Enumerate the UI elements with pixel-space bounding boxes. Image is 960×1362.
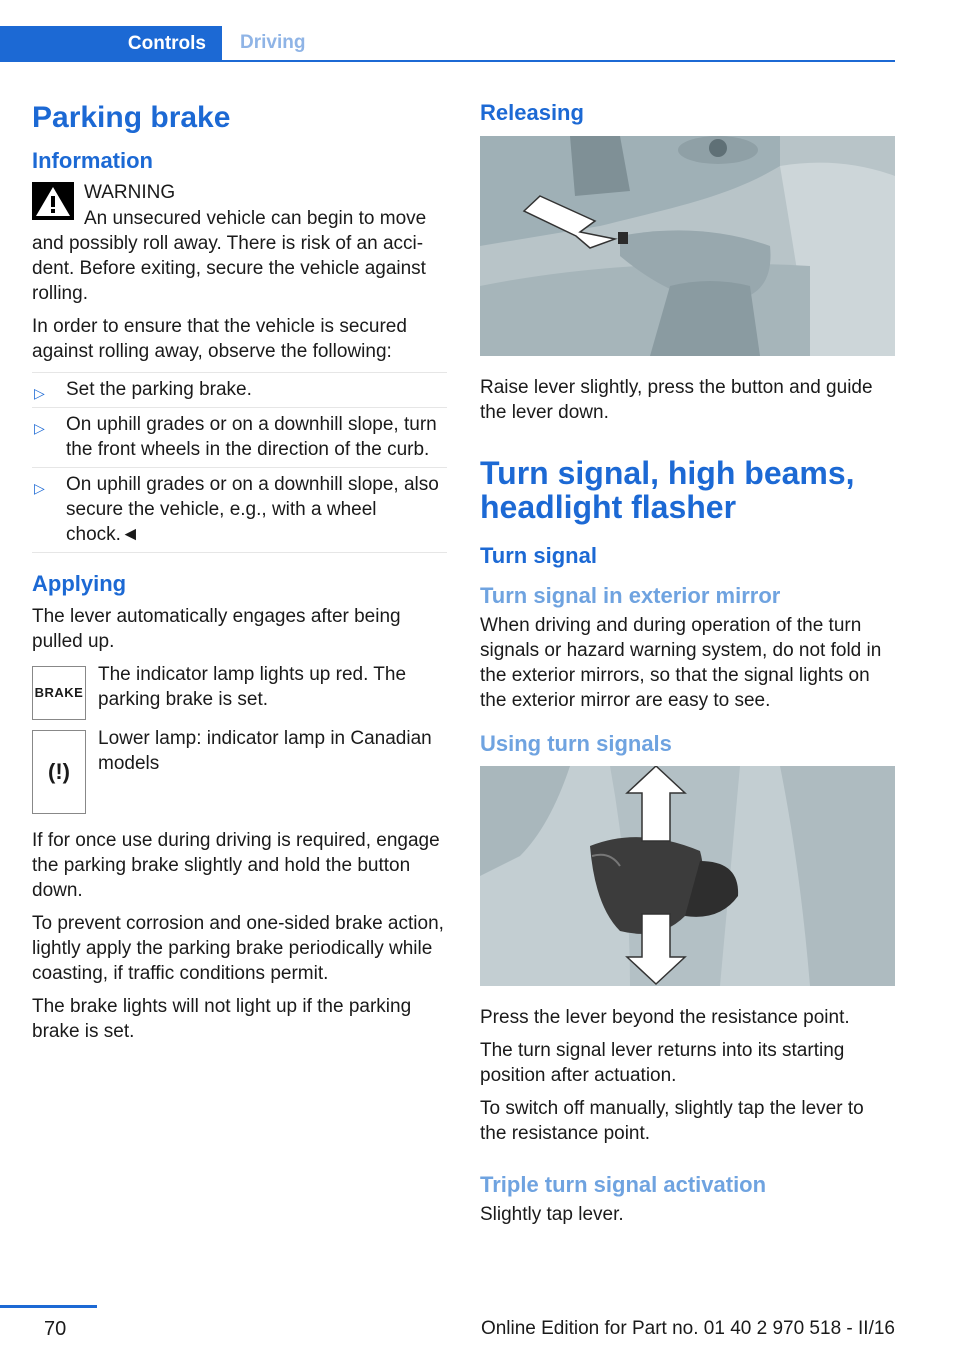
turn-signal-lever-illustration	[480, 766, 895, 986]
list-item: ▷ On uphill grades or on a downhill slope, turn the front wheels in the direction of the curb.	[32, 408, 447, 468]
right-column	[480, 100, 895, 1235]
tab-controls[interactable]: Controls	[0, 26, 222, 62]
triangle-bullet-icon: ▷	[34, 420, 45, 437]
releasing-heading: Releasing	[480, 100, 584, 125]
warning-block	[32, 180, 447, 306]
section-title: Turn signal, high beams, headlight flasher	[480, 455, 855, 525]
using-heading: Using turn signals	[480, 731, 672, 757]
information-heading: Information	[32, 148, 153, 173]
applying-heading: Applying	[32, 571, 127, 597]
triple-heading: Triple turn signal activation	[480, 1171, 767, 1197]
using-text-2: The turn signal lever returns into its starting position after actuation.	[480, 1039, 845, 1086]
parking-brake-lever-illustration	[480, 136, 895, 356]
brake-lamp-text: The indicator lamp lights up red. The parking brake is set.	[98, 663, 407, 710]
warning-text: An unsecured vehicle can begin to move and possibly roll away. There is risk of an accident. Before exiting, secure the vehicle against rolling.	[32, 208, 427, 305]
turn-signal-heading: Turn signal	[480, 542, 597, 568]
using-text-3: To switch off manually, slightly tap the lever to the resistance point.	[480, 1097, 864, 1144]
mirror-heading: Turn signal in exterior mirror	[480, 582, 781, 608]
paragraph: If for once use during driving is required, engage the parking brake slightly and hold the button down.	[32, 829, 440, 901]
edition-note: Online Edition for Part no. 01 40 2 970 518 - II/16	[480, 1318, 895, 1339]
brake-indicator-icon: BRAKE	[32, 666, 86, 720]
tab-bar-rule	[0, 60, 895, 62]
list-item: ▷ On uphill grades or on a downhill slope, also secure the vehicle, e.g., with a wheel chock.◄	[32, 468, 447, 553]
page-title: Parking brake	[32, 101, 231, 134]
page-number: 70	[44, 1318, 67, 1340]
mirror-text: When driving and during operation of the turn signals or hazard warning system, do not fold in the exterior mirrors, so that the signal lights on the exterior mirror are easy to see.	[480, 615, 882, 712]
intro-text: In order to ensure that the vehicle is secured against rolling away, observe the following:	[32, 316, 407, 363]
warning-triangle-icon	[32, 182, 74, 220]
using-text-1: Press the lever beyond the resistance point.	[480, 1006, 850, 1028]
brake-warning-circle-icon: (!)	[32, 730, 86, 814]
chapter-tab-bar	[0, 26, 895, 62]
warning-label: WARNING	[84, 182, 176, 204]
canadian-lamp-row	[32, 726, 447, 814]
triple-text: Slightly tap lever.	[480, 1204, 624, 1226]
tab-driving[interactable]: Driving	[240, 32, 306, 53]
left-column	[32, 100, 447, 1052]
releasing-text: Raise lever slightly, press the button and guide the lever down.	[480, 377, 873, 424]
canadian-lamp-text: Lower lamp: indicator lamp in Canadian models	[98, 727, 432, 774]
footer-rule	[0, 1305, 97, 1308]
brake-lamp-row	[32, 662, 447, 720]
paragraph: The brake lights will not light up if the parking brake is set.	[32, 995, 412, 1042]
precaution-list	[32, 372, 447, 553]
paragraph: To prevent corrosion and one-sided brake action, lightly apply the parking brake periodically while coasting, if traffic conditions permit.	[32, 912, 444, 984]
list-item: ▷ Set the parking brake.	[32, 373, 447, 408]
triangle-bullet-icon: ▷	[34, 385, 45, 402]
triangle-bullet-icon: ▷	[34, 480, 45, 497]
applying-text: The lever automatically engages after being pulled up.	[32, 605, 401, 652]
